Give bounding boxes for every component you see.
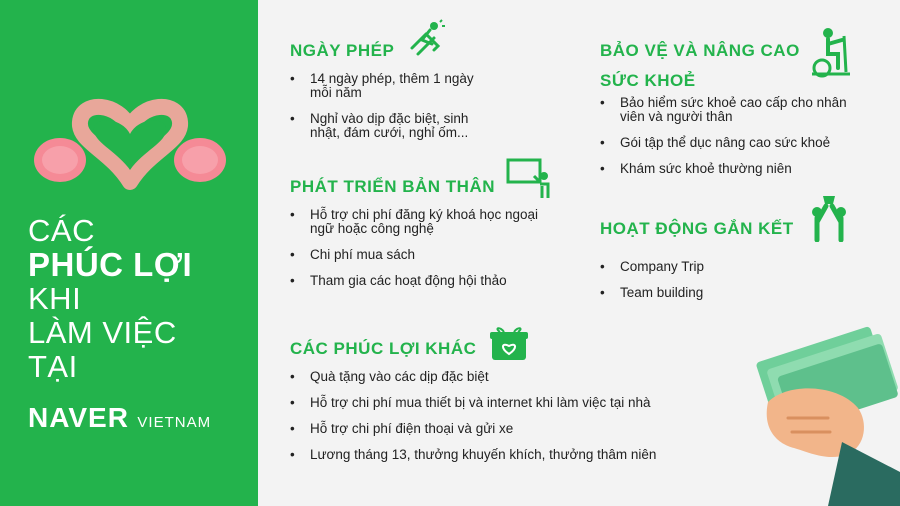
team-trophy-icon [806,194,852,242]
title-line: KHI [28,281,82,316]
list-item: • Chi phí mua sách [290,248,550,262]
section-title: SỨC KHOẺ [600,71,696,90]
presentation-icon [506,156,552,200]
money-hand-icon [748,322,900,506]
heart-hands-icon [30,84,230,194]
item-list [290,72,480,140]
title-line: LÀM VIỆC [28,315,177,350]
section-title: BẢO VỆ VÀ NÂNG CAO [600,41,800,60]
section-leave [290,36,480,152]
benefits-title [28,214,192,384]
list-item: • Hỗ trợ chi phí điện thoại và gửi xe [290,422,720,436]
item-list [290,208,550,288]
section-title: PHÁT TRIỂN BẢN THÂN [290,177,495,196]
list-item: • Team building [600,286,820,300]
title-line: TẠI [28,349,78,384]
brand-sub: VIETNAM [137,414,212,431]
list-item: • Bảo hiểm sức khoẻ cao cấp cho nhân viên và người thân [600,96,870,124]
relax-chair-icon [404,18,446,60]
title-line: PHÚC LỢI [28,246,193,283]
list-item: • 14 ngày phép, thêm 1 ngày mỗi năm [290,72,480,100]
section-bonding [600,214,820,312]
item-list [600,96,870,176]
list-item: • Company Trip [600,260,820,274]
left-panel [0,0,258,506]
title-line: CÁC [28,213,95,248]
brand-name: NAVER [28,402,129,433]
list-item: • Gói tập thể dục nâng cao sức khoẻ [600,136,870,150]
gift-icon [490,326,528,362]
section-title: CÁC PHÚC LỢI KHÁC [290,339,477,358]
list-item: • Quà tặng vào các dịp đặc biệt [290,370,720,384]
item-list [290,370,720,462]
section-title: NGÀY PHÉP [290,41,395,60]
list-item: • Hỗ trợ chi phí mua thiết bị và internet khi làm việc tại nhà [290,396,720,410]
list-item: • Lương tháng 13, thưởng khuyến khích, thưởng thâm niên [290,448,720,462]
list-item: • Hỗ trợ chi phí đăng ký khoá học ngoại ngữ hoặc công nghệ [290,208,550,236]
brand-logo [28,402,211,434]
list-item: • Tham gia các hoạt động hội thảo [290,274,550,288]
exercise-bike-icon [808,26,852,78]
item-list [600,260,820,300]
list-item: • Khám sức khoẻ thường niên [600,162,870,176]
list-item: • Nghỉ vào dịp đặc biệt, sinh nhật, đám cưới, nghỉ ốm... [290,112,480,140]
section-title: HOẠT ĐỘNG GẮN KẾT [600,219,794,238]
